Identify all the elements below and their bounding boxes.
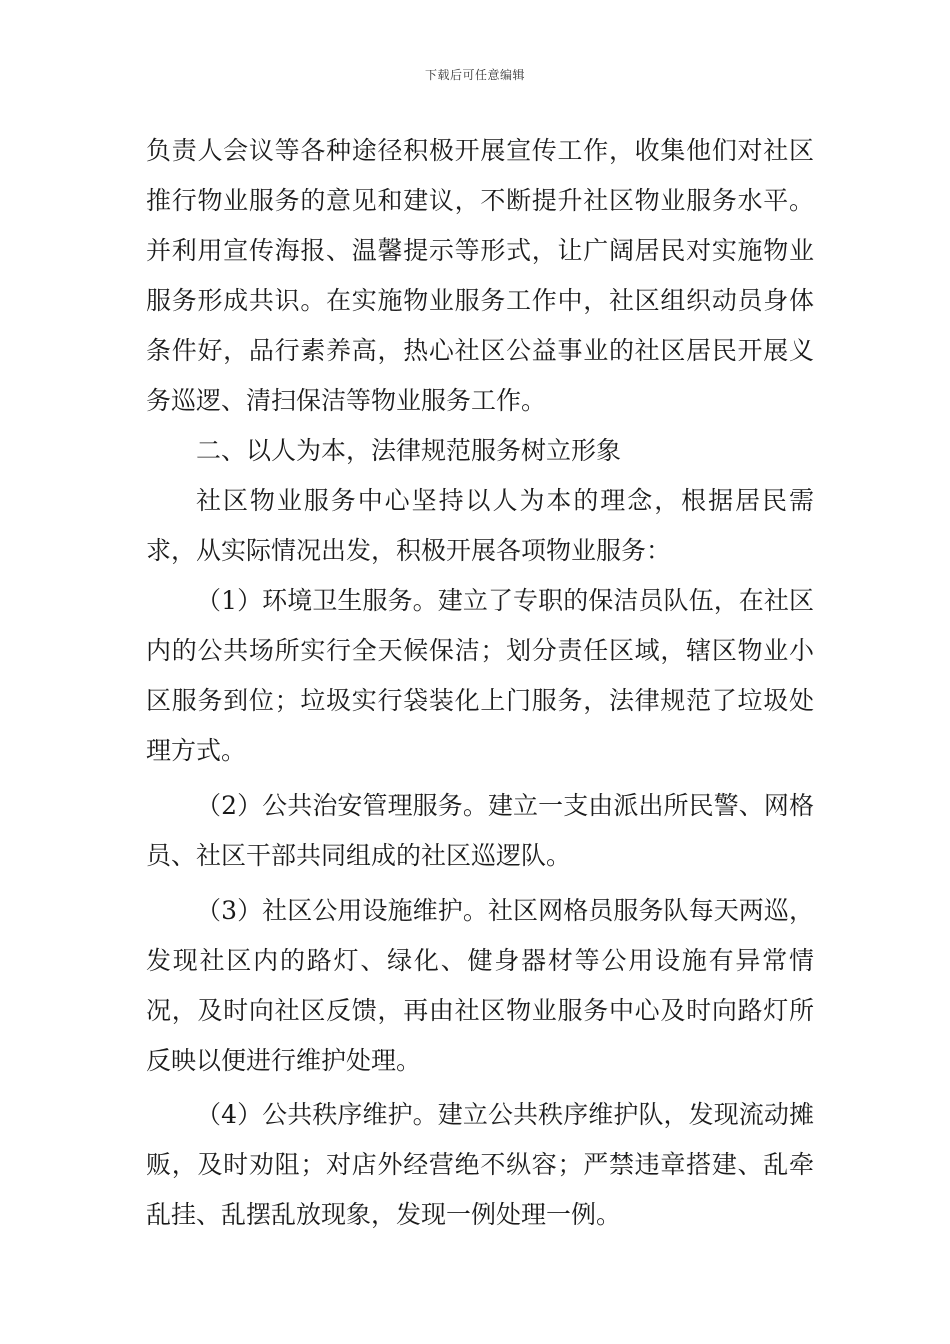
paragraph-item-2: （2）公共治安管理服务。建立一支由派出所民警、网格员、社区干部共同组成的社区巡逻队。: [146, 791, 814, 870]
paragraph-intro: 社区物业服务中心坚持以人为本的理念，根据居民需求，从实际情况出发，积极开展各项物业服务：: [146, 486, 814, 565]
section-heading: 二、以人为本，法律规范服务树立形象: [196, 436, 622, 465]
document-body: [146, 126, 814, 1240]
paragraph-item-4: （4）公共秩序维护。建立公共秩序维护队，发现流动摊贩，及时劝阻；对店外经营绝不纵容；严禁违章搭建、乱牵乱挂、乱摆乱放现象，发现一例处理一例。: [146, 1100, 814, 1229]
paragraph-item-1: （1）环境卫生服务。建立了专职的保洁员队伍，在社区内的公共场所实行全天候保洁；划分责任区域，辖区物业小区服务到位；垃圾实行袋装化上门服务，法律规范了垃圾处理方式。: [146, 586, 814, 765]
paragraph-item-3: （3）社区公用设施维护。社区网格员服务队每天两巡，发现社区内的路灯、绿化、健身器材等公用设施有异常情况，及时向社区反馈，再由社区物业服务中心及时向路灯所反映以便进行维护处理。: [146, 896, 814, 1075]
page-header-note: 下载后可任意编辑: [424, 68, 525, 82]
paragraph-continuation: 负责人会议等各种途径积极开展宣传工作，收集他们对社区推行物业服务的意见和建议，不断提升社区物业服务水平。并利用宣传海报、温馨提示等形式，让广阔居民对实施物业服务形成共识。在实施物业服务工作中，社区组织动员身体条件好，品行素养高，热心社区公益事业的社区居民开展义务巡逻、清扫保洁等物业服务工作。: [146, 136, 814, 415]
